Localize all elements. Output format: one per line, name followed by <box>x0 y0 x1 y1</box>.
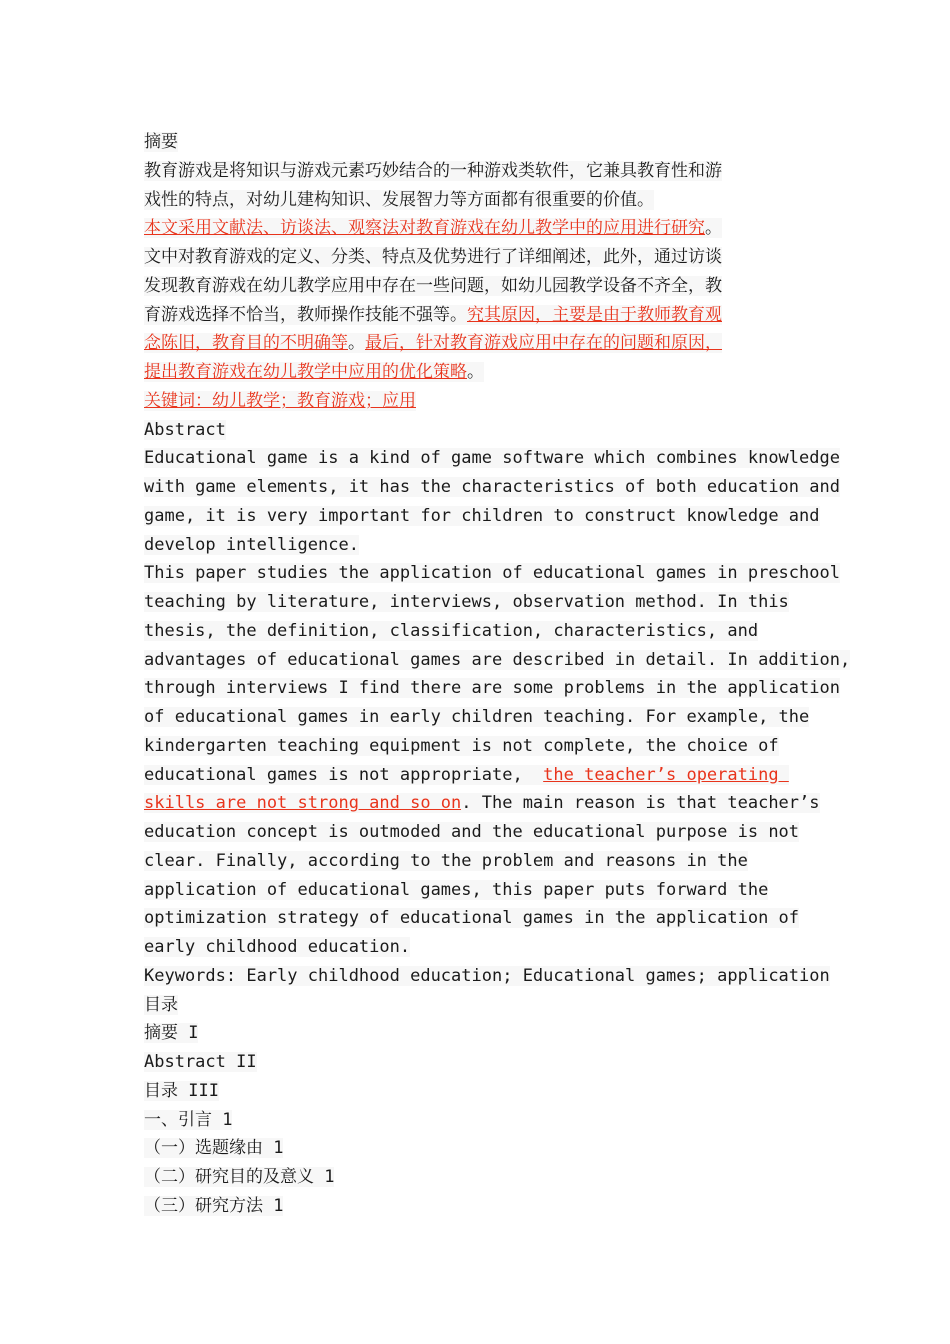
toc-heading: 目录 <box>144 994 178 1015</box>
toc-item: 摘要 I <box>144 1023 199 1044</box>
abstract-en-line: kindergarten teaching equipment is not complete, the choice of <box>144 735 779 756</box>
highlighted-text: the teacher’s operating <box>543 764 789 785</box>
abstract-en-line: with game elements, it has the characteristics of both education and <box>144 477 840 497</box>
abstract-cn-line: 文中对教育游戏的定义、分类、特点及优势进行了详细阐述，此外，通过访谈 <box>144 247 722 267</box>
toc-item: （一）选题缘由 1 <box>144 1138 284 1159</box>
abstract-en-line: clear. Finally, according to the problem and reasons in the <box>144 850 748 871</box>
highlighted-text: 提出教育游戏在幼儿教学中应用的优化策略 <box>144 362 467 382</box>
toc-item: （三）研究方法 1 <box>144 1195 284 1216</box>
abstract-en-line: through interviews I find there are some problems in the application <box>144 678 840 699</box>
abstract-cn-line: 念陈旧，教育目的不明确等。最后，针对教育游戏应用中存在的问题和原因， <box>144 333 722 354</box>
abstract-en-line: develop intelligence. <box>144 534 359 555</box>
abstract-cn-line: 本文采用文献法、访谈法、观察法对教育游戏在幼儿教学中的应用进行研究。 <box>144 218 722 239</box>
abstract-en-keywords: Keywords: Early childhood education; Educational games; application <box>144 965 830 986</box>
abstract-en-line: thesis, the definition, classification, characteristics, and <box>144 620 759 641</box>
toc-item: 目录 III <box>144 1080 219 1101</box>
abstract-cn-keywords <box>144 387 824 416</box>
abstract-en-line: education concept is outmoded and the educational purpose is not <box>144 822 800 842</box>
abstract-cn-line: 育游戏选择不恰当，教师操作技能不强等。究其原因，主要是由于教师教育观 <box>144 304 722 325</box>
abstract-en-line: early childhood education. <box>144 937 411 957</box>
abstract-en-line: teaching by literature, interviews, observation method. In this <box>144 592 789 612</box>
document-body <box>144 128 851 1221</box>
abstract-en-line: educational games is not appropriate, the teacher’s operating <box>144 764 789 785</box>
abstract-cn-line: 提出教育游戏在幼儿教学中应用的优化策略。 <box>144 362 484 382</box>
abstract-en-line: optimization strategy of educational games in the application of <box>144 908 800 929</box>
abstract-en-line: game, it is very important for children to construct knowledge and <box>144 505 820 526</box>
abstract-en-heading: Abstract <box>144 419 226 440</box>
toc-item: Abstract II <box>144 1052 257 1072</box>
highlighted-text: 究其原因，主要是由于教师教育观 <box>467 304 722 325</box>
abstract-en-line: Educational game is a kind of game software which combines knowledge <box>144 448 840 469</box>
highlighted-text: 最后，针对教育游戏应用中存在的问题和原因， <box>365 333 722 354</box>
abstract-cn-line: 发现教育游戏在幼儿教学应用中存在一些问题，如幼儿园教学设备不齐全，教 <box>144 275 722 296</box>
abstract-en-line: This paper studies the application of educational games in preschool <box>144 563 840 584</box>
toc-item: （二）研究目的及意义 1 <box>144 1167 335 1187</box>
abstract-en-line: advantages of educational games are described in detail. In addition, <box>144 649 851 670</box>
highlighted-text: 关键词：幼儿教学；教育游戏；应用 <box>144 390 416 411</box>
abstract-en-line: of educational games in early children teaching. For example, the <box>144 707 810 727</box>
toc-item: 一、引言 1 <box>144 1109 233 1130</box>
abstract-en-line: application of educational games, this paper puts forward the <box>144 879 769 900</box>
abstract-cn-line: 教育游戏是将知识与游戏元素巧妙结合的一种游戏类软件，它兼具教育性和游 <box>144 160 722 181</box>
highlighted-text: 本文采用文献法、访谈法、观察法对教育游戏在幼儿教学中的应用进行研究 <box>144 218 705 239</box>
abstract-cn-line: 戏性的特点，对幼儿建构知识、发展智力等方面都有很重要的价值。 <box>144 189 654 210</box>
highlighted-text: 念陈旧，教育目的不明确等 <box>144 333 348 354</box>
abstract-en-line: skills are not strong and so on. The main reason is that teacher’s <box>144 793 820 814</box>
highlighted-text: skills are not strong and so on <box>144 793 462 814</box>
abstract-cn-heading: 摘要 <box>144 132 178 152</box>
